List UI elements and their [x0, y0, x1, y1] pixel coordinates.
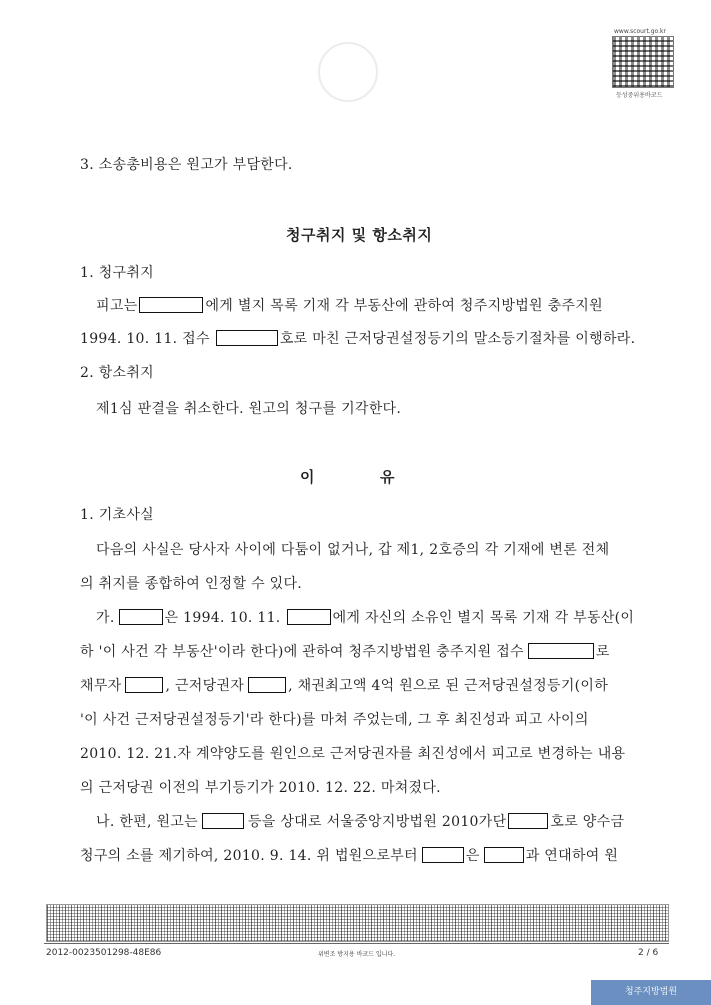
facts-line-5: 채무자 , 근저당권자 , 채권최고액 4억 원으로 된 근저당권설정등기(이하 — [80, 678, 609, 694]
redaction-box — [528, 643, 594, 659]
barcode-caption: 등성중위용바코드 — [616, 92, 663, 99]
footer-divider — [44, 943, 669, 944]
court-seal-watermark — [318, 42, 378, 102]
redaction-box — [139, 297, 203, 313]
redaction-box — [216, 330, 278, 346]
facts-line-9: 나. 한편, 원고는 등을 상대로 서울중앙지방법원 2010가단 호로 양수금 — [96, 814, 625, 830]
redaction-box — [422, 847, 464, 863]
header-url: www.scourt.go.kr — [614, 28, 666, 35]
page-number: 2 / 6 — [638, 948, 659, 958]
redaction-box — [125, 677, 163, 693]
facts-line-3: 가. 은 1994. 10. 11. 에게 자신의 소유인 별지 목록 기재 각 부동산(이 — [96, 610, 635, 626]
claim-line-2: 1994. 10. 11. 접수 호로 마친 근저당권설정등기의 말소등기절차를 이행하라. — [80, 331, 636, 347]
document-id: 2012-0023501298-48E86 — [46, 948, 162, 958]
facts-heading: 1. 기초사실 — [80, 507, 155, 523]
redaction-box — [287, 609, 331, 625]
facts-line-6: '이 사건 근저당권설정등기'라 한다)를 마쳐 주었는데, 그 후 최진성과 피고 사이의 — [80, 712, 589, 728]
facts-line-8: 의 근저당권 이전의 부기등기가 2010. 12. 22. 마쳐졌다. — [80, 780, 441, 796]
appeal-text: 제1심 판결을 취소한다. 원고의 청구를 기각한다. — [96, 401, 402, 417]
facts-line-2: 의 취지를 종합하여 인정할 수 있다. — [80, 576, 303, 592]
reasons-heading-2: 유 — [380, 468, 395, 486]
section-heading-claims: 청구취지 및 항소취지 — [286, 226, 433, 244]
claim-heading: 1. 청구취지 — [80, 265, 155, 281]
redaction-box — [202, 813, 244, 829]
reasons-heading-1: 이 — [300, 468, 315, 486]
redaction-box — [248, 677, 286, 693]
redaction-box — [484, 847, 524, 863]
redaction-box — [508, 813, 548, 829]
claim-line-1: 피고는 에게 별지 목록 기재 각 부동산에 관하여 청주지방법원 충주지원 — [96, 298, 603, 314]
barcode-notice: 위변조 방지용 바코드 입니다. — [318, 951, 396, 958]
anti-forgery-barcode — [46, 904, 669, 942]
court-name-badge: 청주지방법원 — [591, 980, 711, 1005]
qr-code — [612, 36, 674, 88]
facts-line-1: 다음의 사실은 당사자 사이에 다툼이 없거나, 갑 제1, 2호증의 각 기재에 변론 전체 — [96, 542, 610, 558]
facts-line-4: 하 '이 사건 각 부동산'이라 한다)에 관하여 청주지방법원 충주지원 접수 로 — [80, 644, 610, 660]
facts-line-7: 2010. 12. 21.자 계약양도를 원인으로 근저당권자를 최진성에서 피고로 변경하는 내용 — [80, 746, 626, 762]
decision-item-3: 3. 소송총비용은 원고가 부담한다. — [80, 157, 293, 173]
appeal-heading: 2. 항소취지 — [80, 365, 155, 381]
facts-line-10: 청구의 소를 제기하여, 2010. 9. 14. 위 법원으로부터 은 과 연대하여 원 — [80, 848, 619, 864]
redaction-box — [119, 609, 163, 625]
